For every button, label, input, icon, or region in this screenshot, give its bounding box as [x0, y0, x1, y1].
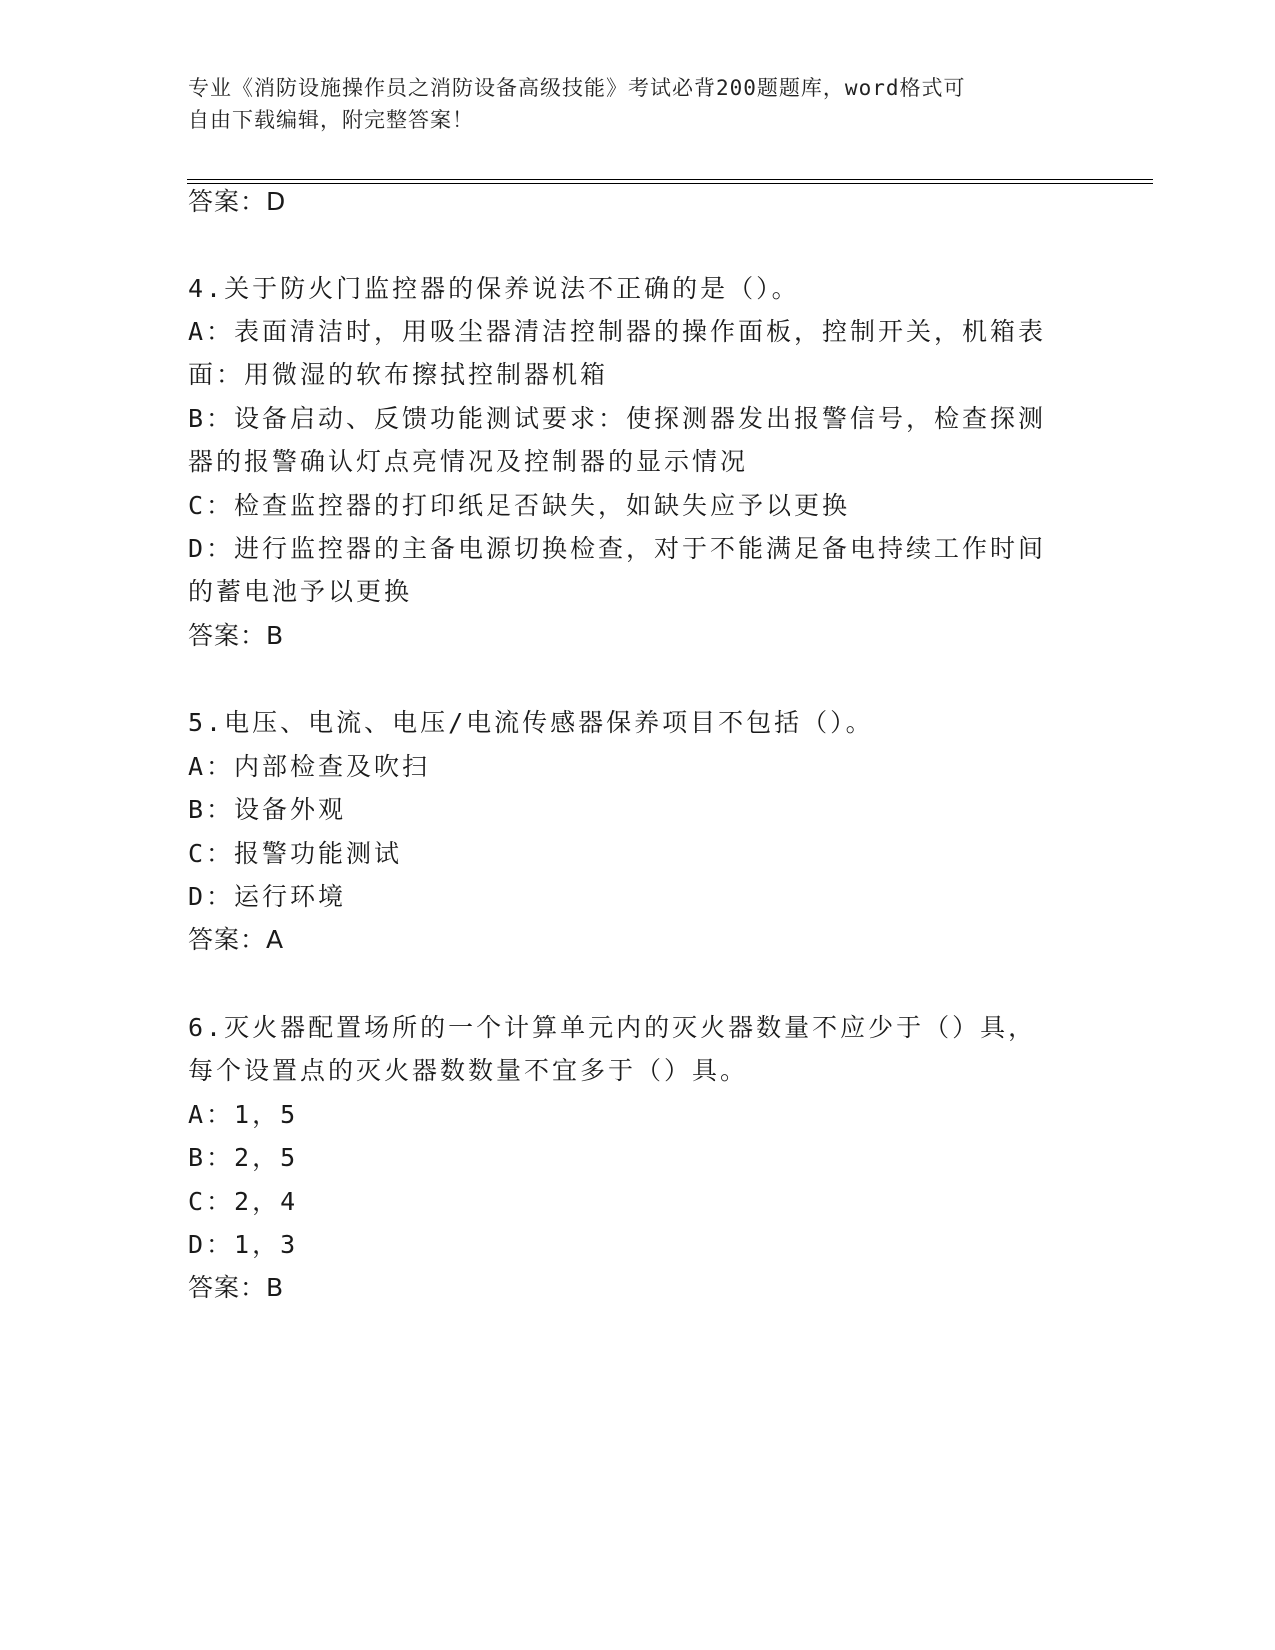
question-4-option-b-line-1: B：设备启动、反馈功能测试要求：使探测器发出报警信号，检查探测 — [188, 404, 1047, 433]
question-4-stem: 4.关于防火门监控器的保养说法不正确的是（）。 — [188, 274, 800, 303]
question-5-option-c: C：报警功能测试 — [188, 839, 403, 868]
question-4-option-c: C：检查监控器的打印纸足否缺失，如缺失应予以更换 — [188, 491, 851, 520]
header-line-2: 自由下载编辑，附完整答案！ — [188, 108, 474, 132]
header-divider-bottom — [187, 183, 1153, 184]
question-5-answer: 答案：A — [188, 925, 285, 954]
header-divider-top — [187, 179, 1153, 180]
question-6-stem-line-2: 每个设置点的灭火器数数量不宜多于（）具。 — [188, 1056, 749, 1085]
question-4-option-a-line-2: 面：用微湿的软布擦拭控制器机箱 — [188, 360, 609, 389]
document-header — [188, 72, 1068, 136]
question-4-option-d-line-1: D：进行监控器的主备电源切换检查，对于不能满足备电持续工作时间 — [188, 534, 1047, 563]
question-6-option-d: D：1，3 — [188, 1230, 299, 1259]
question-6-option-a: A：1，5 — [188, 1100, 299, 1129]
question-6-answer: 答案：B — [188, 1273, 285, 1302]
question-5-stem: 5.电压、电流、电压/电流传感器保养项目不包括（）。 — [188, 708, 874, 737]
question-6-option-b: B：2，5 — [188, 1143, 299, 1172]
question-5-option-b: B：设备外观 — [188, 795, 347, 824]
question-4-option-a-line-1: A：表面清洁时，用吸尘器清洁控制器的操作面板，控制开关，机箱表 — [188, 317, 1047, 346]
question-5-option-a: A：内部检查及吹扫 — [188, 752, 431, 781]
question-4-option-d-line-2: 的蓄电池予以更换 — [188, 577, 413, 606]
question-6-option-c: C：2，4 — [188, 1187, 299, 1216]
question-4-option-b-line-2: 器的报警确认灯点亮情况及控制器的显示情况 — [188, 447, 749, 476]
question-6-stem-line-1: 6.灭火器配置场所的一个计算单元内的灭火器数量不应少于（）具， — [188, 1013, 1037, 1042]
question-5-option-d: D：运行环境 — [188, 882, 347, 911]
previous-answer: 答案：D — [188, 187, 287, 216]
header-line-1: 专业《消防设施操作员之消防设备高级技能》考试必背200题题库，word格式可 — [188, 76, 966, 100]
question-4-answer: 答案：B — [188, 621, 285, 650]
